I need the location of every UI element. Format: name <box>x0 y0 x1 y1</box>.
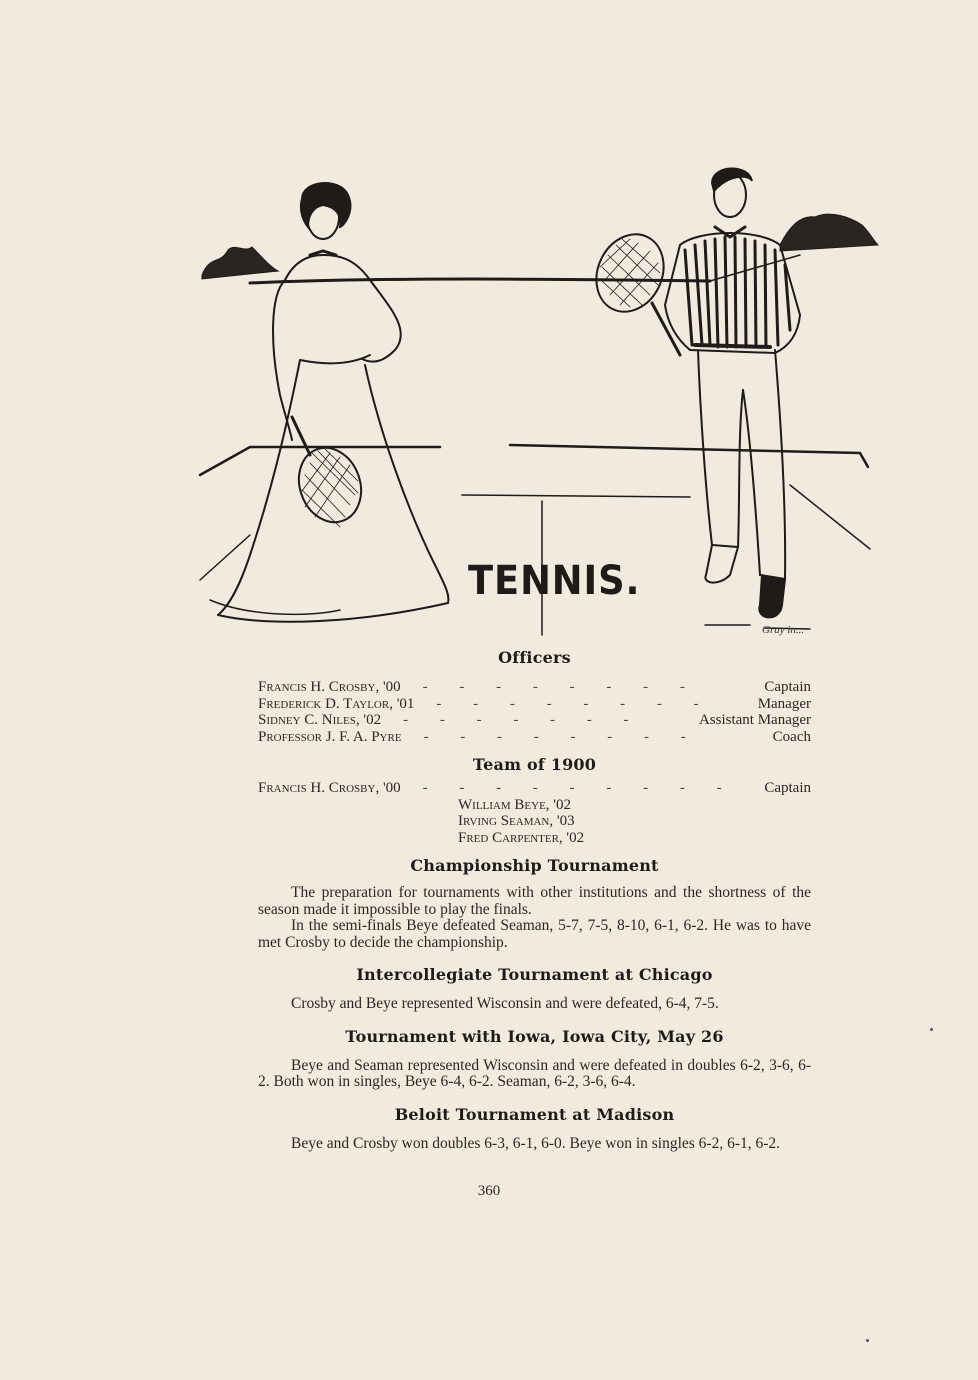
officer-name: Francis H. Crosby, '00 <box>258 679 401 695</box>
officer-name: Sidney C. Niles, '02 <box>258 712 382 728</box>
intercollegiate-paragraph: Crosby and Beye represented Wisconsin and were defeated, 6-4, 7-5. <box>291 995 719 1012</box>
team-member: Irving Seaman, '03 <box>458 813 575 829</box>
iowa-paragraph: Beye and Seaman represented Wisconsin and were defeated in doubles 6-2, 3-6, 6-2. Both won in singles, Beye 6-4, 6-2. Seaman, 6-2, 3-6, 6-4. <box>258 1056 811 1090</box>
tennis-title: TENNIS. <box>468 558 641 604</box>
intercollegiate-heading: Intercollegiate Tournament at Chicago <box>356 965 713 984</box>
iowa-heading: Tournament with Iowa, Iowa City, May 26 <box>345 1026 724 1046</box>
leader-dots: - - - - - - - <box>403 712 643 728</box>
officers-heading: Officers <box>498 648 571 667</box>
team-captain-row <box>258 780 811 797</box>
paper-speck <box>866 1339 869 1342</box>
officer-role: Manager <box>757 695 811 712</box>
officer-name: Frederick D. Taylor, '01 <box>258 695 415 712</box>
beloit-paragraph: Beye and Crosby won doubles 6-3, 6-1, 6-0. Beye won in singles 6-2, 6-1, 6-2. <box>291 1134 781 1152</box>
paper-speck <box>930 1028 933 1031</box>
team-heading: Team of 1900 <box>472 755 597 774</box>
captain-name: Francis H. Crosby, '00 <box>258 780 401 796</box>
officer-row <box>258 679 811 696</box>
page-number: 360 <box>477 1183 501 1199</box>
officer-role: Coach <box>772 728 811 745</box>
team-member: William Beye, '02 <box>458 796 571 813</box>
championship-paragraph: In the semi-finals Beye defeated Seaman, 5-7, 7-5, 8-10, 6-1, 6-2. He was to have met Crosby to decide the championship. <box>258 917 811 951</box>
championship-paragraph: The preparation for tournaments with other institutions and the shortness of the season made it impossible to play the finals. <box>258 884 811 918</box>
leader-dots: - - - - - - - - <box>423 728 700 745</box>
beloit-heading: Beloit Tournament at Madison <box>394 1104 675 1124</box>
leader-dots: - - - - - - - - <box>422 679 699 695</box>
page-content <box>258 648 811 1152</box>
team-member: Fred Carpenter, '02 <box>458 829 585 846</box>
officer-row <box>258 729 811 746</box>
team-members <box>258 797 811 847</box>
officer-row <box>258 712 811 729</box>
officer-role: Captain <box>764 679 811 695</box>
leader-dots: - - - - - - - - - <box>422 780 736 796</box>
officer-role: Assistant Manager <box>698 712 811 728</box>
captain-role: Captain <box>764 780 811 796</box>
officers-list <box>258 679 811 745</box>
championship-heading: Championship Tournament <box>410 856 659 875</box>
officer-name: Professor J. F. A. Pyre <box>258 728 402 745</box>
officer-row <box>258 696 811 713</box>
leader-dots: - - - - - - - - <box>436 695 713 712</box>
artist-signature: Gray in... <box>762 624 805 636</box>
